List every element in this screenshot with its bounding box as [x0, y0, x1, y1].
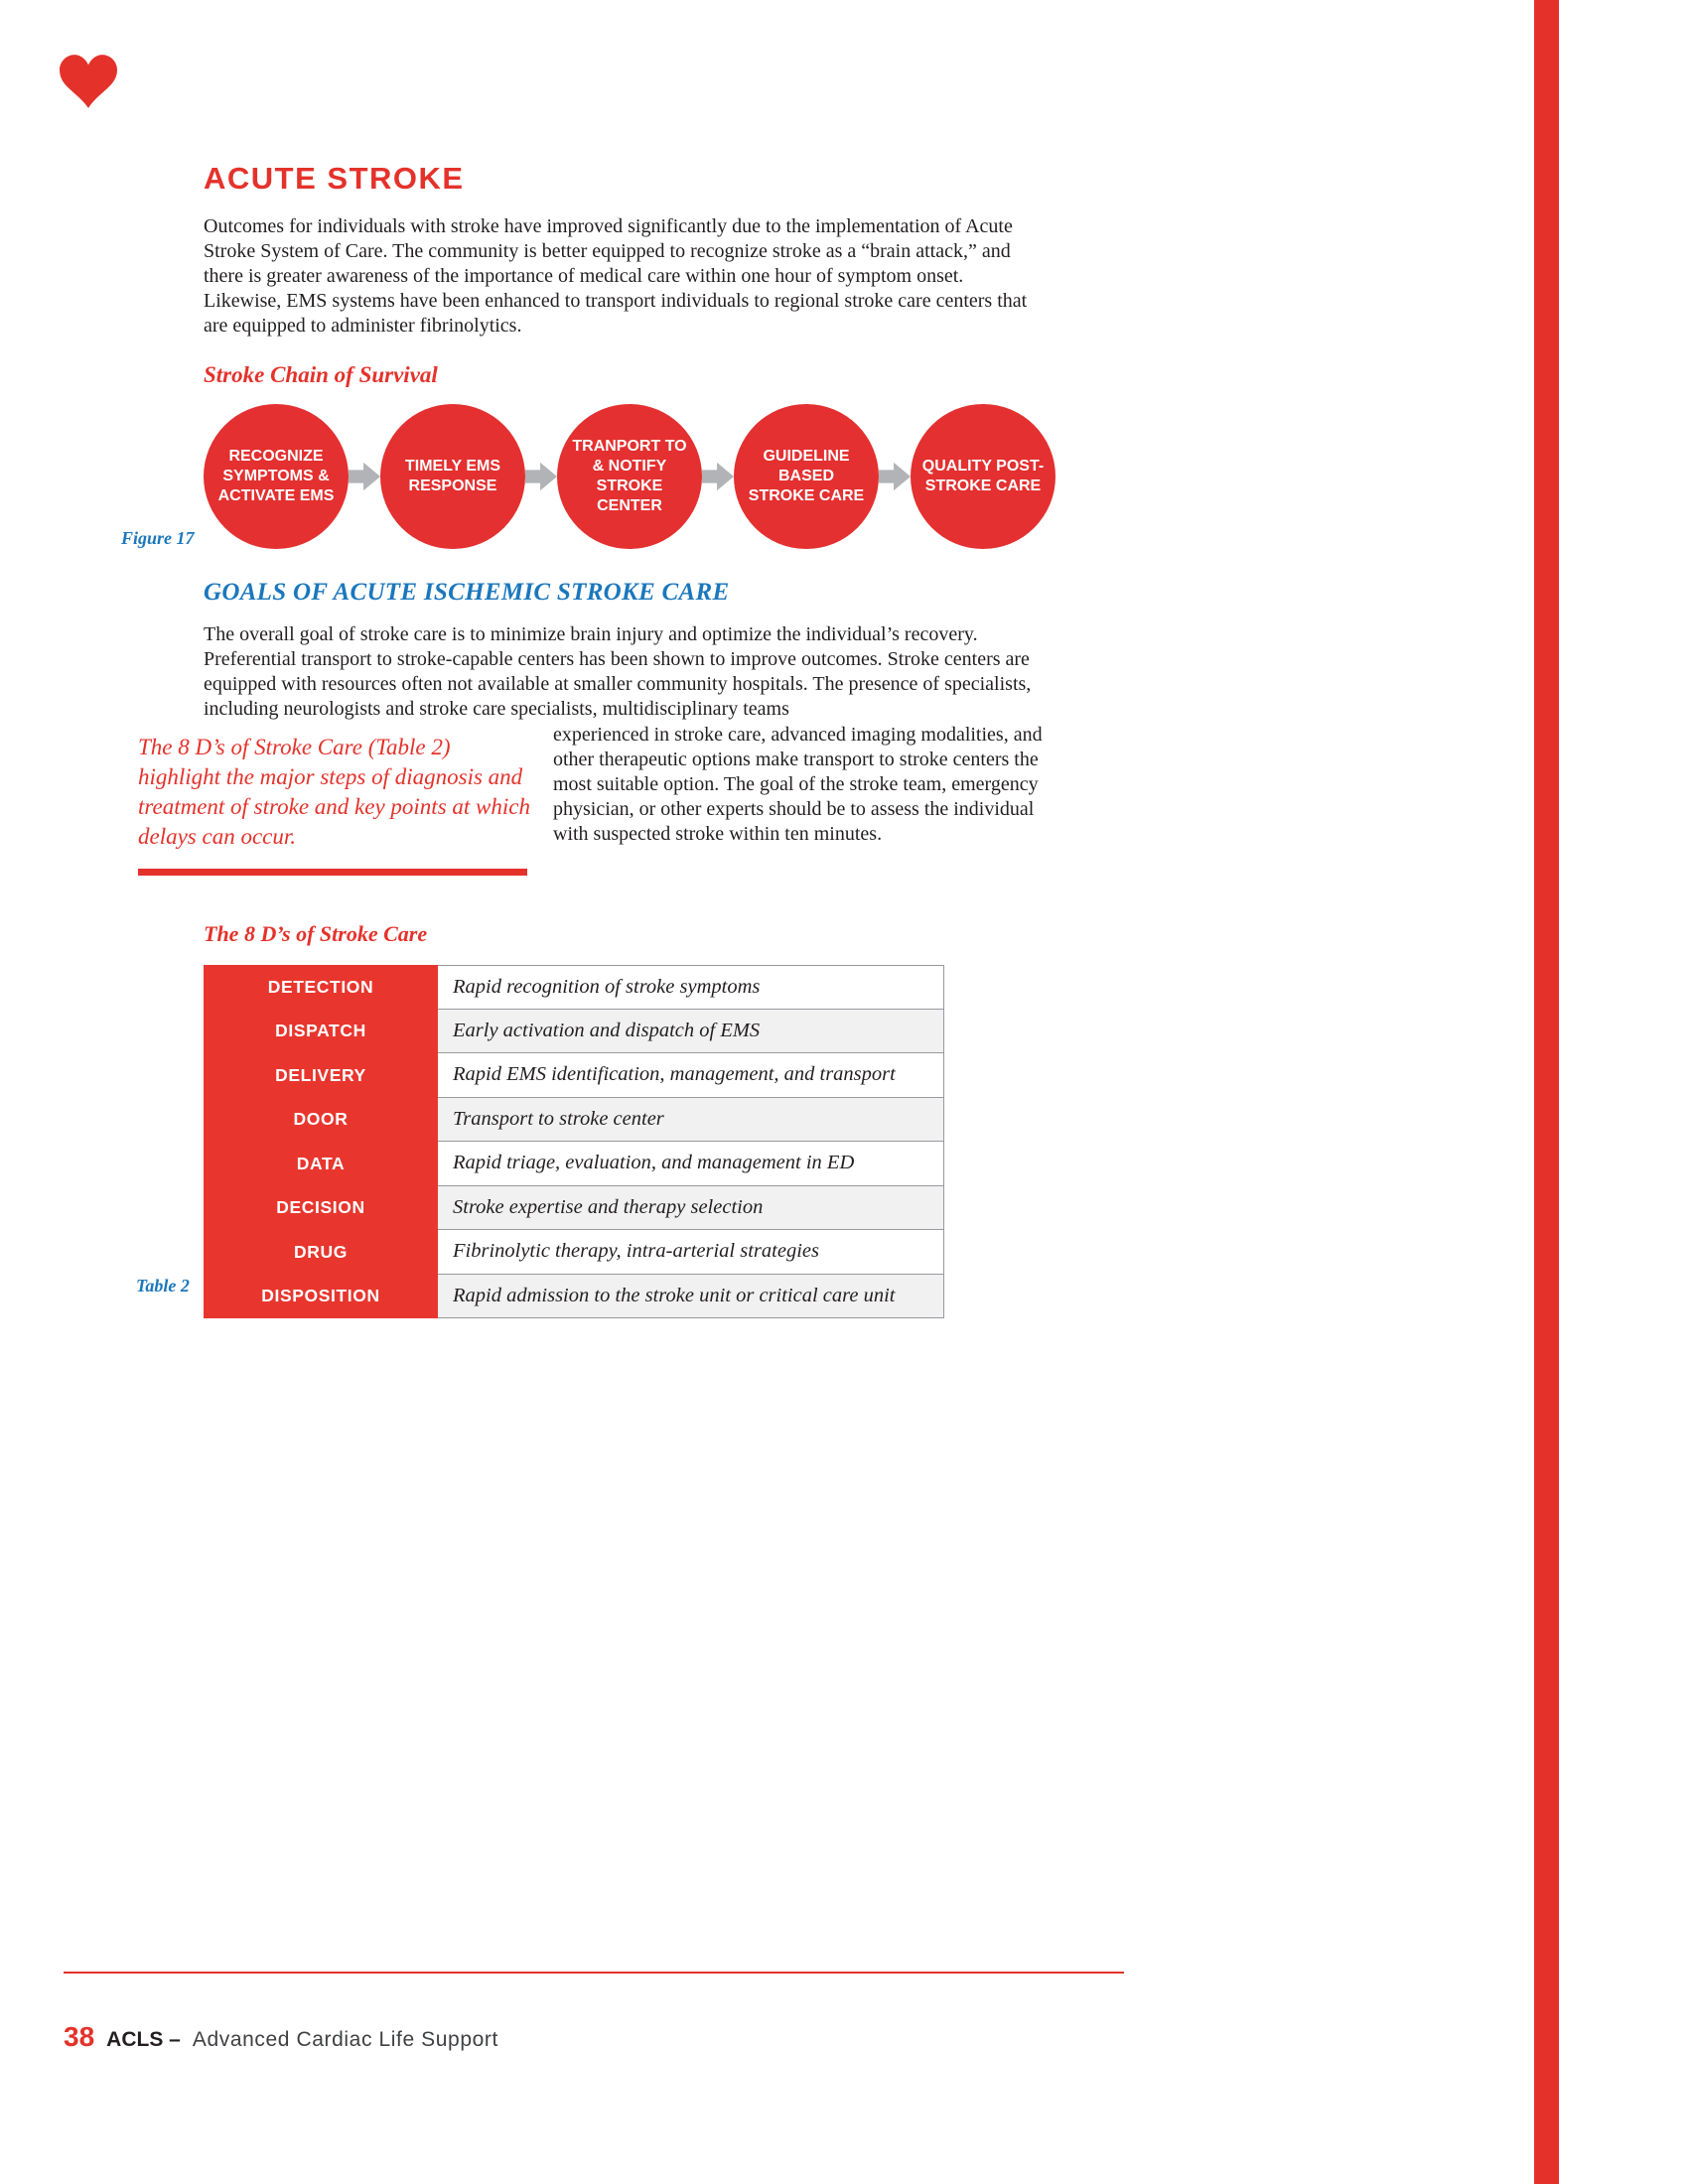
table-desc-cell: Rapid triage, evaluation, and management in ED: [438, 1142, 944, 1186]
table-heading: The 8 D’s of Stroke Care: [204, 921, 428, 946]
page-number: 38: [64, 2021, 95, 2052]
eight-ds-table: [204, 965, 944, 1318]
arrow-right-icon: [702, 459, 734, 494]
table-desc-cell: Transport to stroke center: [438, 1098, 944, 1143]
chain-step: TRANPORT TO & NOTIFY STROKE CENTER: [557, 404, 702, 549]
table-term-cell: DISPATCH: [204, 1010, 438, 1054]
chain-step: GUIDELINE BASED STROKE CARE: [734, 404, 879, 549]
table-term-cell: DOOR: [204, 1098, 438, 1143]
table-caption: Table 2: [136, 1276, 190, 1296]
table-term-cell: DECISION: [204, 1186, 438, 1231]
table-desc-cell: Early activation and dispatch of EMS: [438, 1010, 944, 1054]
table-term-cell: DELIVERY: [204, 1053, 438, 1098]
table-term-cell: DATA: [204, 1142, 438, 1186]
page-edge-bar: [1534, 0, 1559, 2184]
page-footer: [64, 2021, 498, 2053]
table-desc-cell: Rapid admission to the stroke unit or critical care unit: [438, 1275, 944, 1319]
goals-paragraph-continued: experienced in stroke care, advanced imaging modalities, and other therapeutic options make transport to stroke centers the most suitable option. The goal of the stroke team, emergency physician, or other experts should be to assess the individual with suspected stroke within ten minutes.: [553, 724, 1043, 845]
chain-heading: Stroke Chain of Survival: [204, 362, 438, 387]
chain-step: RECOGNIZE SYMPTOMS & ACTIVATE EMS: [204, 404, 349, 549]
chain-step: TIMELY EMS RESPONSE: [380, 404, 525, 549]
table-term-cell: DRUG: [204, 1230, 438, 1275]
table-desc-cell: Fibrinolytic therapy, intra-arterial strategies: [438, 1230, 944, 1275]
pullquote-box: [138, 733, 531, 876]
arrow-right-icon: [349, 459, 380, 494]
footer-course-name: Advanced Cardiac Life Support: [192, 2028, 498, 2051]
pullquote: The 8 D’s of Stroke Care (Table 2) highlight the major steps of diagnosis and treatment of stroke and key points at which delays can occur.: [138, 735, 530, 849]
page-title: ACUTE STROKE: [204, 161, 465, 196]
table-term-cell: DISPOSITION: [204, 1275, 438, 1319]
table-desc-cell: Stroke expertise and therapy selection: [438, 1186, 944, 1231]
arrow-right-icon: [525, 459, 557, 494]
table-desc-cell: Rapid EMS identification, management, and transport: [438, 1053, 944, 1098]
arrow-right-icon: [879, 459, 911, 494]
table-term-cell: DETECTION: [204, 965, 438, 1010]
footer-course-abbr: ACLS –: [106, 2028, 181, 2051]
chain-step: QUALITY POST-STROKE CARE: [911, 404, 1055, 549]
figure-caption: Figure 17: [121, 528, 195, 548]
pullquote-rule: [138, 869, 527, 876]
goals-paragraph: The overall goal of stroke care is to minimize brain injury and optimize the individual’s recovery. Preferential transport to stroke-capable centers has been shown to improve outcomes. Stroke centers are equipped with resources often not available at smaller community hospitals. The presence of specialists, including neurologists and stroke care specialists, multidisciplinary teams: [204, 623, 1032, 720]
intro-paragraph: Outcomes for individuals with stroke have improved significantly due to the implementation of Acute Stroke System of Care. The community is better equipped to recognize stroke as a “brain attack,” and there is greater awareness of the importance of medical care within one hour of symptom onset. Likewise, EMS systems have been enhanced to transport individuals to regional stroke care centers that are equipped to administer fibrinolytics.: [204, 215, 1028, 337]
goals-wrap-row: [138, 723, 1043, 876]
table-desc-cell: Rapid recognition of stroke symptoms: [438, 965, 944, 1010]
goals-heading: GOALS OF ACUTE ISCHEMIC STROKE CARE: [204, 579, 730, 606]
footer-rule: [64, 1972, 1124, 1974]
stroke-chain-diagram: [204, 404, 1043, 549]
heart-logo-icon: [60, 55, 117, 108]
